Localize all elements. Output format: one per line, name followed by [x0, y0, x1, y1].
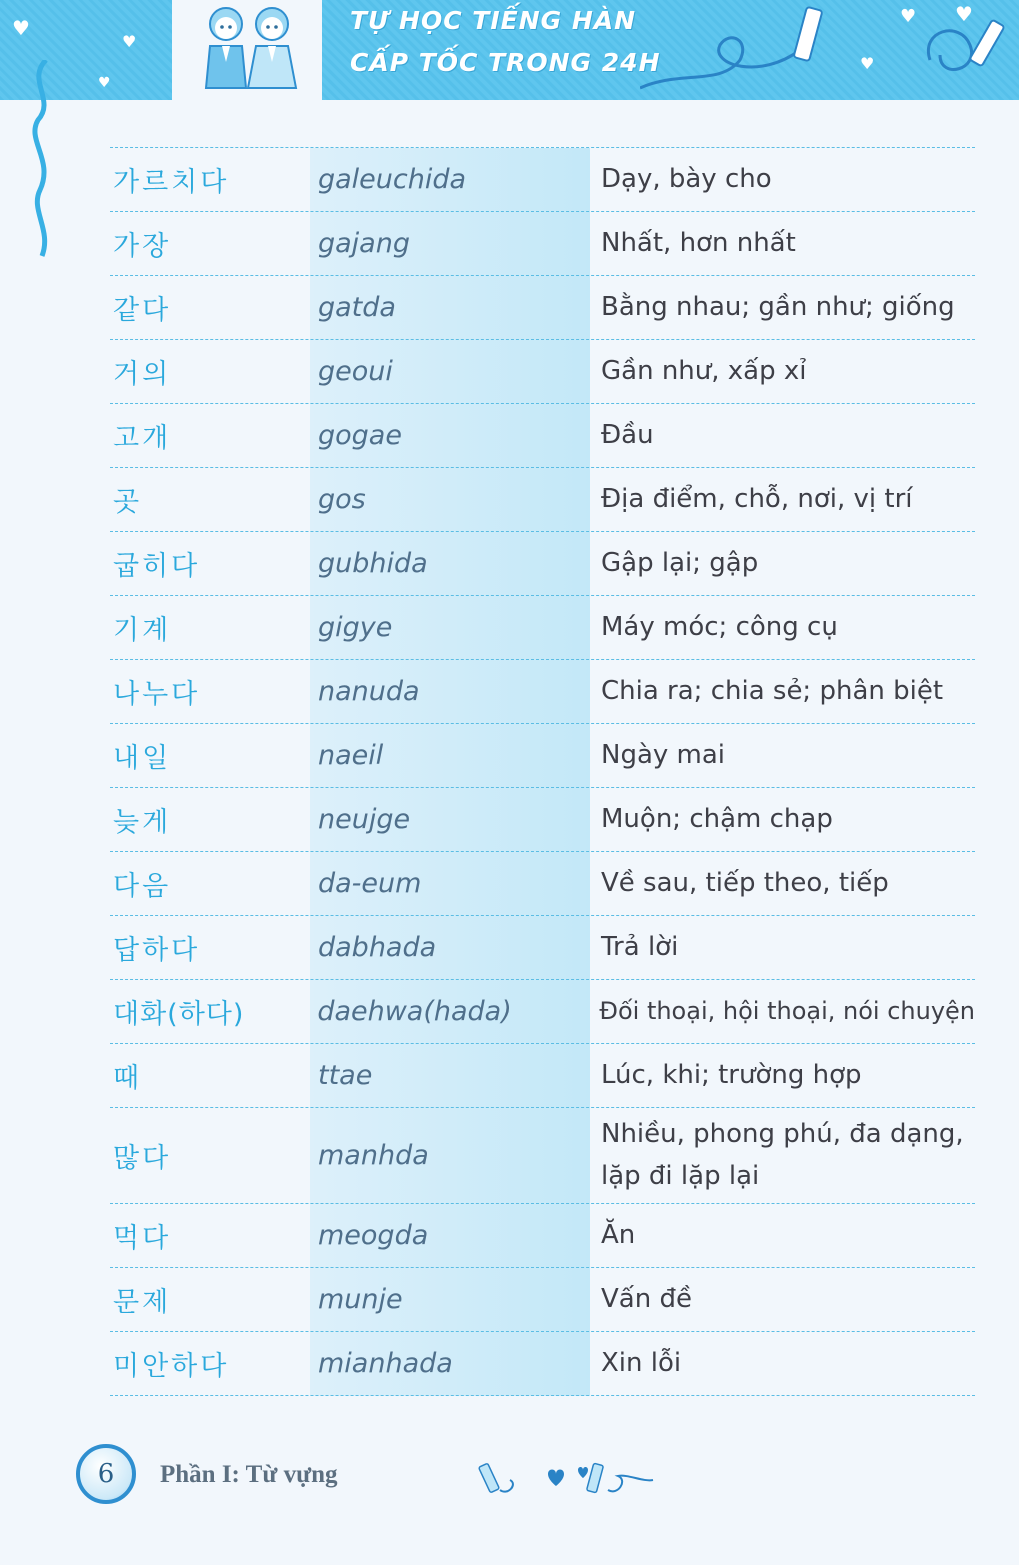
- vietnamese-meaning: Ăn: [601, 1219, 636, 1250]
- romanization: gogae: [318, 420, 402, 451]
- table-row: [110, 852, 975, 916]
- table-row: [110, 1204, 975, 1268]
- table-row: [110, 724, 975, 788]
- table-row: [110, 212, 975, 276]
- vietnamese-meaning: Đầu: [601, 419, 654, 450]
- heart-icon: ♥: [900, 6, 917, 27]
- korean-word: 많다: [113, 1143, 172, 1174]
- book-title-line-2: CẤP TỐC TRONG 24H: [350, 48, 661, 77]
- vietnamese-meaning: Địa điểm, chỗ, nơi, vị trí: [601, 483, 913, 514]
- romanization: mianhada: [318, 1348, 453, 1379]
- vocabulary-table: [110, 147, 975, 1396]
- romanization: munje: [318, 1284, 403, 1315]
- romanization: da-eum: [318, 868, 422, 899]
- korean-word: 답하다: [113, 935, 201, 966]
- romanization: ttae: [318, 1060, 373, 1091]
- korean-word: 늦게: [113, 807, 172, 838]
- korean-word: 때: [113, 1063, 143, 1094]
- heart-icon: ♥: [955, 2, 973, 26]
- vietnamese-meaning: Về sau, tiếp theo, tiếp: [601, 867, 889, 898]
- table-row: [110, 404, 975, 468]
- romanization: dabhada: [318, 932, 437, 963]
- section-label: Phần I: Từ vựng: [160, 1461, 338, 1488]
- vietnamese-meaning: Nhất, hơn nhất: [601, 227, 796, 258]
- table-row: [110, 788, 975, 852]
- romanization: gigye: [318, 612, 393, 643]
- vietnamese-meaning: Ngày mai: [601, 739, 726, 770]
- vietnamese-meaning: Vấn đề: [601, 1283, 692, 1314]
- romanization: nanuda: [318, 676, 420, 707]
- korean-word: 같다: [113, 295, 172, 326]
- table-row: [110, 148, 975, 212]
- korean-word: 내일: [113, 743, 172, 774]
- korean-word: 거의: [113, 359, 172, 390]
- table-row: [110, 532, 975, 596]
- table-row: [110, 468, 975, 532]
- vietnamese-meaning: Muộn; chậm chạp: [601, 803, 833, 834]
- heart-icon: ♥: [12, 16, 30, 40]
- romanization: gos: [318, 484, 366, 515]
- vietnamese-meaning: Chia ra; chia sẻ; phân biệt: [601, 675, 944, 706]
- korean-children-illustration: [186, 2, 311, 96]
- vietnamese-meaning: Bằng nhau; gần như; giống: [601, 291, 955, 322]
- footer-pencil-heart-decoration: [478, 1460, 658, 1500]
- table-row: [110, 1332, 975, 1396]
- romanization: daehwa(hada): [317, 996, 512, 1027]
- table-row: [110, 980, 975, 1044]
- table-row: [110, 340, 975, 404]
- vietnamese-meaning: Trả lời: [601, 931, 679, 962]
- table-row: [110, 596, 975, 660]
- korean-word: 문제: [113, 1287, 172, 1318]
- vine-decoration: [26, 60, 66, 260]
- vietnamese-meaning: Lúc, khi; trường hợp: [601, 1059, 862, 1090]
- romanization: meogda: [318, 1220, 429, 1251]
- heart-icon: ♥: [98, 75, 111, 91]
- korean-word: 다음: [113, 871, 172, 902]
- romanization: gubhida: [318, 548, 428, 579]
- korean-word: 가장: [113, 231, 172, 262]
- romanization: gatda: [318, 292, 396, 323]
- romanization: manhda: [318, 1140, 429, 1171]
- ribbon-and-pencil-decoration: [640, 0, 1019, 100]
- vietnamese-meaning: Gập lại; gập: [601, 547, 759, 578]
- vietnamese-meaning: Nhiều, phong phú, đa dạng, lặp đi lặp lại: [601, 1118, 964, 1191]
- korean-word: 미안하다: [113, 1351, 230, 1382]
- vietnamese-meaning: Xin lỗi: [601, 1347, 682, 1378]
- romanization: gajang: [318, 228, 410, 259]
- korean-word: 먹다: [113, 1223, 172, 1254]
- table-row: [110, 1044, 975, 1108]
- heart-icon: ♥: [860, 54, 875, 73]
- korean-word: 기계: [113, 615, 172, 646]
- table-row: [110, 1268, 975, 1332]
- book-title-line-1: TỰ HỌC TIẾNG HÀN: [350, 6, 637, 35]
- korean-word: 고개: [113, 423, 172, 454]
- korean-word: 곳: [113, 487, 143, 518]
- romanization: galeuchida: [318, 164, 467, 195]
- table-row: [110, 916, 975, 980]
- page-number: 6: [97, 1459, 115, 1489]
- romanization: naeil: [318, 740, 384, 771]
- table-row: [110, 660, 975, 724]
- romanization: neujge: [318, 804, 411, 835]
- vietnamese-meaning: Gần như, xấp xỉ: [601, 355, 807, 386]
- vietnamese-meaning: Dạy, bày cho: [601, 163, 772, 194]
- table-row: [110, 276, 975, 340]
- table-row: [110, 1108, 975, 1204]
- korean-word: 굽히다: [113, 551, 201, 582]
- vietnamese-meaning: Máy móc; công cụ: [601, 611, 838, 642]
- heart-icon: ♥: [122, 32, 137, 51]
- korean-word: 대화(하다): [113, 999, 245, 1030]
- romanization: geoui: [318, 356, 393, 387]
- korean-word: 나누다: [113, 679, 201, 710]
- vietnamese-meaning: Đối thoại, hội thoại, nói chuyện: [599, 997, 975, 1026]
- page-number-badge: [76, 1444, 136, 1504]
- korean-word: 가르치다: [113, 167, 230, 198]
